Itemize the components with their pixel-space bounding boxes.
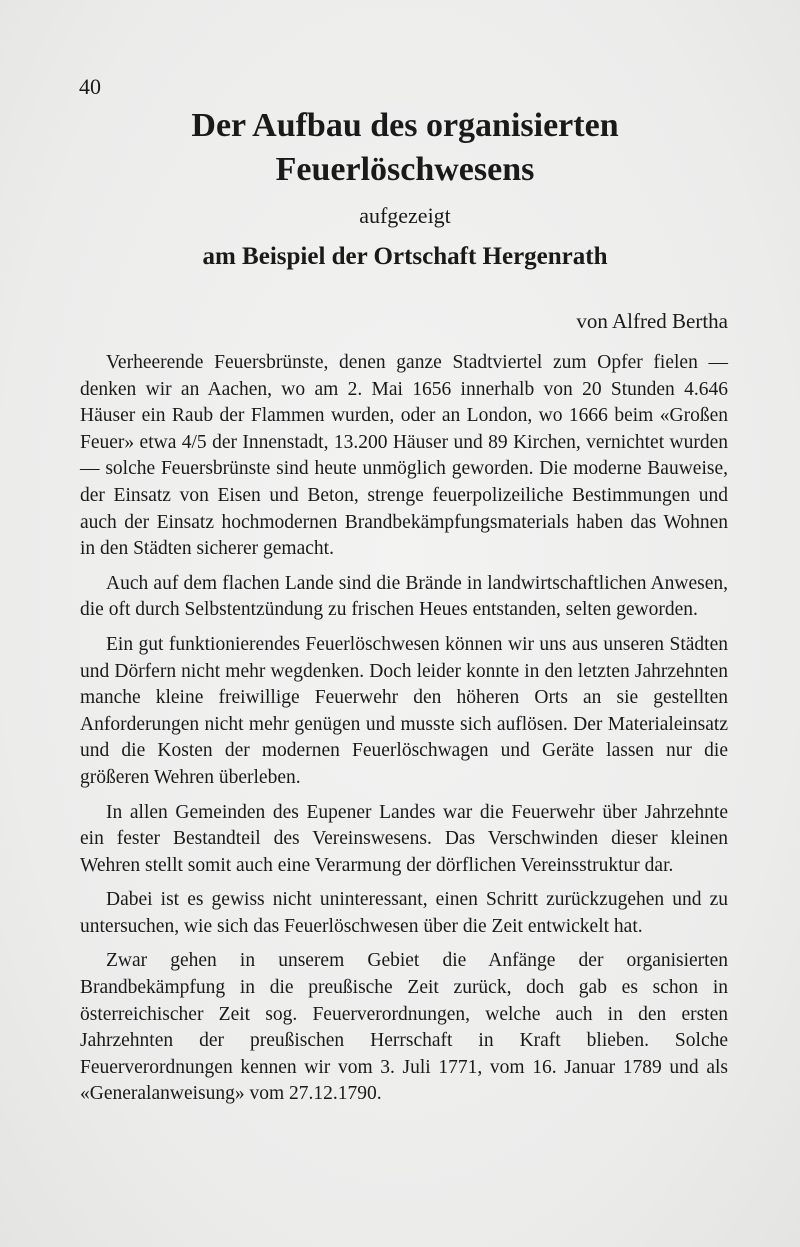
subtitle: aufgezeigt	[359, 203, 451, 228]
paragraph: Verheerende Feuersbrünste, denen ganze Stadtviertel zum Opfer fielen — denken wir an Aachen, wo am 2. Mai 1656 innerhalb von 20 Stunden 4.646 Häuser ein Raub der Flammen wurden, oder an London, wo 1666 beim «Großen Feuer» etwa 4/5 der Innenstadt, 13.200 Häuser und 89 Kirchen, vernichtet wurden — solche Feuersbrünste sind heute unmöglich geworden. Die moderne Bauweise, der Einsatz von Eisen und Beton, strenge feuerpolizeiliche Bestimmungen und auch der Einsatz hochmodernen Brandbekämpfungsmaterials haben das Wohnen in den Städten sicherer gemacht.	[80, 352, 728, 560]
paragraph: Ein gut funktionierendes Feuerlöschwesen können wir uns aus unseren Städten und Dörfern nicht mehr wegdenken. Doch leider konnte in den letzten Jahrzehnten manche kleine freiwillige Feuerwehr den höheren Orts an sie gestellten Anforderungen nicht mehr genügen und musste sich auflösen. Der Materialeinsatz und die Kosten der modernen Feuerlöschwagen und Geräte lassen nur die größeren Wehren überleben.	[80, 633, 728, 788]
page-number: 40	[79, 74, 101, 99]
paragraph: Auch auf dem flachen Lande sind die Brände in landwirtschaftlichen Anwesen, die oft durch Selbstentzündung zu frischen Heues entstanden, selten geworden.	[80, 572, 728, 621]
author-byline: von Alfred Bertha	[576, 309, 728, 333]
article-body	[80, 350, 728, 1116]
paragraph: In allen Gemeinden des Eupener Landes war die Feuerwehr über Jahrzehnte ein fester Bestandteil des Vereinswesens. Das Verschwinden dieser kleinen Wehren stellt somit auch eine Verarmung der dörflichen Vereinsstruktur dar.	[80, 801, 728, 876]
paragraph: Dabei ist es gewiss nicht uninteressant, einen Schritt zurückzugehen und zu untersuchen, wie sich das Feuerlöschwesen über die Zeit entwickelt hat.	[80, 889, 728, 937]
paragraph: Zwar gehen in unserem Gebiet die Anfänge der organisierten Brandbekämpfung in die preußische Zeit zurück, doch gab es schon in österreichischer Zeit sog. Feuerverordnungen, welche auch in den ersten Jahrzehnten der preußischen Herrschaft in Kraft blieben. Solche Feuerverordnungen kennen wir vom 3. Juli 1771, vom 16. Januar 1789 und als «Generalanweisung» vom 27.12.1790.	[80, 950, 728, 1105]
page-title-line-1: Der Aufbau des organisierten	[191, 107, 619, 144]
subtitle-location: am Beispiel der Ortschaft Hergenrath	[202, 243, 608, 270]
page-title-line-2: Feuerlöschwesens	[275, 151, 535, 188]
